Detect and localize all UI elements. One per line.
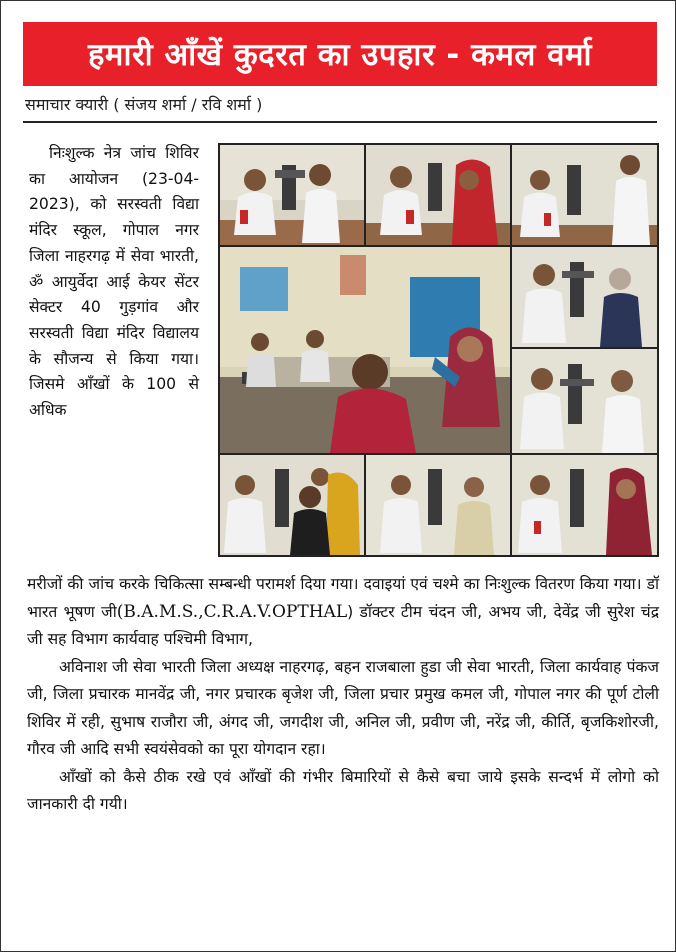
paragraph-2: अविनाश जी सेवा भारती जिला अध्यक्ष नाहरगढ़, बहन राजबाला हुडा जी सेवा भारती, जिला कार्यवाह पंकज जी, जिला प्रचारक मानवेंद्र जी, नगर प्रचारक बृजेश जी, जिला प्रचार प्रमुख कमल जी, गोपाल नगर की पूर्ण टोली शिविर में रही, सुभाष राजौरा जी, अंगद जी, जगदीश जी, अनिल जी, प्रवीण जी, नरेंद्र जी, कीर्ति, बृजकिशोरजी, गौरव जी आदि सभी स्वयंसेवको का पूरा योगदान रहा। — [27, 657, 659, 758]
photo-eye-exam-2 — [366, 145, 510, 245]
photo-eye-exam-5 — [512, 349, 657, 453]
photo-eye-exam-6 — [220, 455, 364, 555]
headline: हमारी आँखें कुदरत का उपहार - कमल वर्मा — [23, 22, 657, 86]
photo-eye-exam-3 — [512, 145, 657, 245]
article-body — [27, 571, 659, 819]
byline: समाचार क्यारी ( संजय शर्मा / रवि शर्मा ) — [25, 95, 263, 114]
photo-eye-exam-1 — [220, 145, 364, 245]
photo-registration-desk — [220, 247, 510, 453]
intro-column — [29, 141, 199, 424]
paragraph-1-end: ) डॉक्टर टीम चंदन जी, अभय जी, देवेंद्र जी सुरेश चंद्र जी सह विभाग कार्यवाह पश्चिमी विभाग, — [27, 602, 659, 648]
divider — [23, 121, 657, 123]
photo-collage — [218, 143, 659, 557]
photo-eye-exam-4 — [512, 247, 657, 347]
paragraph-3: आँखों को कैसे ठीक रखे एवं आँखों की गंभीर बिमारियों से कैसे बचा जाये इसके सन्दर्भ में लोगो को जानकारी दी गयी। — [27, 767, 659, 813]
paragraph-1-start: मरीजों की जांच करके चिकित्सा सम्बन्धी परामर्श दिया गया। दवाइयां एवं चश्मे का निःशुल्क वितरण किया गया। डॉ भारत भूषण जी — [27, 575, 659, 621]
photo-eye-exam-7 — [366, 455, 510, 555]
intro-paragraph: निःशुल्क नेत्र जांच शिविर का आयोजन (23-04-2023), को सरस्वती विद्या मंदिर स्कूल, गोपाल नगर जिला नाहरगढ़ में सेवा भारती, ॐ आयुर्वेदा आई केयर सेंटर सेक्टर 40 गुड़गांव और सरस्वती विद्या मंदिर विद्यालय के सौजन्य से किया गया। जिसमे आँखों के 100 से अधिक — [29, 144, 199, 420]
paragraph-1 — [27, 571, 659, 654]
doctor-qualification: (B.A.M.S.,C.R.A.V.OPTHAL — [116, 601, 348, 622]
photo-eye-exam-8 — [512, 455, 657, 555]
